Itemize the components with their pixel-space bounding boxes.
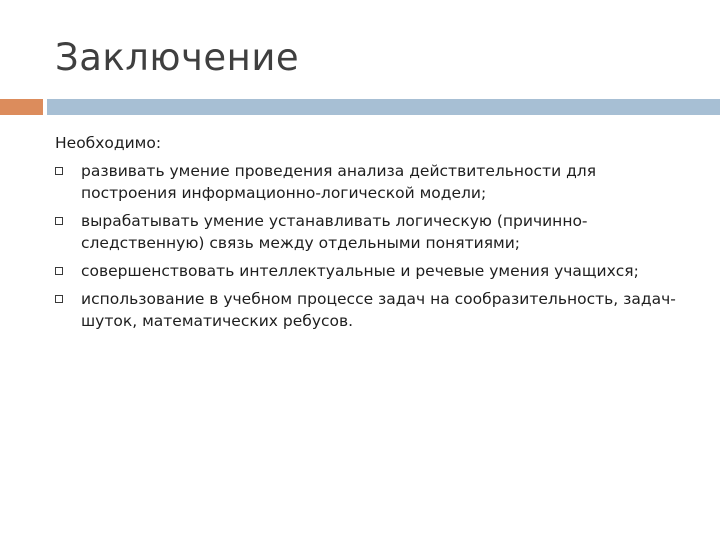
intro-text: Необходимо: bbox=[55, 134, 162, 152]
title-rule-bar bbox=[47, 99, 720, 115]
square-bullet-icon bbox=[55, 167, 63, 175]
bullet-item bbox=[55, 210, 695, 254]
bullet-text: совершенствовать интеллектуальные и речевые умения учащихся; bbox=[81, 262, 639, 280]
square-bullet-icon bbox=[55, 217, 63, 225]
bullet-text: использование в учебном процессе задач на сообразительность, задач-шуток, математических ребусов. bbox=[81, 290, 676, 330]
square-bullet-icon bbox=[55, 295, 63, 303]
bullet-list bbox=[55, 160, 695, 332]
bullet-text: развивать умение проведения анализа действительности для построения информационно-логической модели; bbox=[81, 162, 597, 202]
slide-content bbox=[55, 132, 695, 338]
bullet-text: вырабатывать умение устанавливать логическую (причинно-следственную) связь между отдельными понятиями; bbox=[81, 212, 588, 252]
slide-title: Заключение bbox=[55, 36, 300, 79]
bullet-item bbox=[55, 160, 695, 204]
square-bullet-icon bbox=[55, 267, 63, 275]
title-accent-bar bbox=[0, 99, 43, 115]
bullet-item bbox=[55, 288, 695, 332]
bullet-item bbox=[55, 260, 695, 282]
